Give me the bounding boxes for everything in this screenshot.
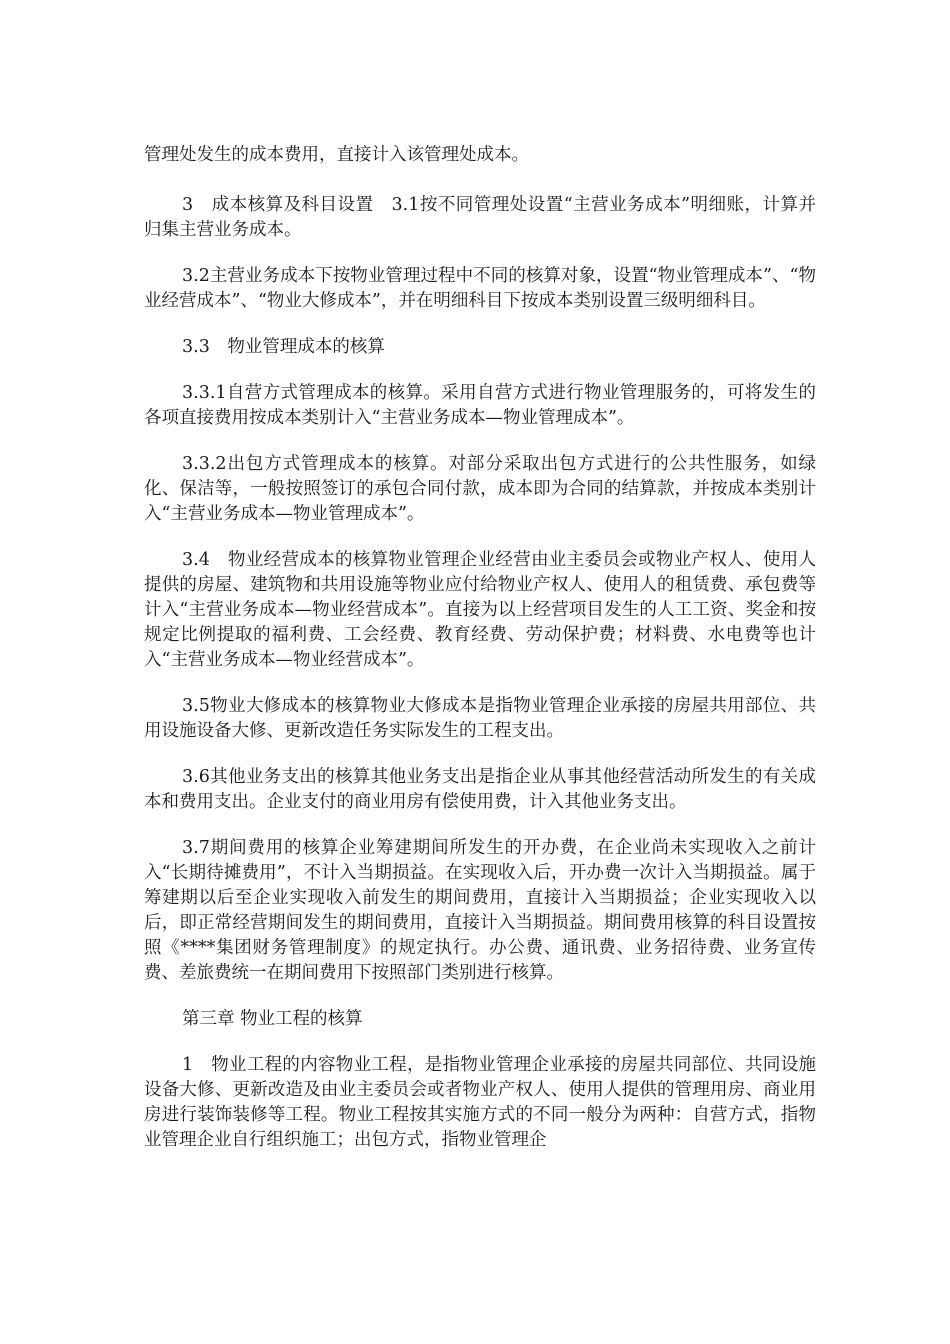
paragraph-3-2: 3.2主营业务成本下按物业管理过程中不同的核算对象，设置“物业管理成本”、“物业经营成本”、“物业大修成本”，并在明细科目下按成本类别设置三级明细科目。 [144, 266, 816, 311]
paragraph-3-3-2: 3.3.2出包方式管理成本的核算。对部分采取出包方式进行的公共性服务，如绿化、保洁等，一般按照签订的承包合同付款，成本即为合同的结算款，并按成本类别计入“主营业务成本—物业管理成本”。 [144, 454, 816, 524]
paragraph-3-3-heading: 3.3 物业管理成本的核算 [182, 337, 385, 357]
paragraph-chapter-3-item-1: 1 物业工程的内容物业工程，是指物业管理企业承接的房屋共同部位、共同设施设备大修、更新改造及由业主委员会或者物业产权人、使用人提供的管理用房、商业用房进行装饰装修等工程。物业工程按其实施方式的不同一般分为两种：自营方式，指物业管理企业自行组织施工；出包方式，指物业管理企 [144, 1055, 816, 1150]
paragraph-3-6: 3.6其他业务支出的核算其他业务支出是指企业从事其他经营活动所发生的有关成本和费用支出。企业支付的商业用房有偿使用费，计入其他业务支出。 [144, 767, 816, 812]
paragraph-3-7: 3.7期间费用的核算企业筹建期间所发生的开办费，在企业尚未实现收入之前计入“长期待摊费用”，不计入当期损益。在实现收入后，开办费一次计入当期损益。属于筹建期以后至企业实现收入前发生的期间费用，直接计入当期损益；企业实现收入以后，即正常经营期间发生的期间费用，直接计入当期损益。期间费用核算的科目设置按照《****集团财务管理制度》的规定执行。办公费、通讯费、业务招待费、业务宣传费、差旅费统一在期间费用下按照部门类别进行核算。 [144, 838, 816, 983]
paragraph-3-cost-accounting: 3 成本核算及科目设置 3.1按不同管理处设置“主营业务成本”明细账，计算并归集主营业务成本。 [144, 195, 816, 240]
document-body [144, 143, 816, 1174]
chapter-3-heading: 第三章 物业工程的核算 [182, 1009, 363, 1029]
paragraph-continuation: 管理处发生的成本费用，直接计入该管理处成本。 [144, 145, 529, 165]
paragraph-3-4: 3.4 物业经营成本的核算物业管理企业经营由业主委员会或物业产权人、使用人提供的房屋、建筑物和共用设施等物业应付给物业产权人、使用人的租赁费、承包费等计入“主营业务成本—物业经营成本”。直接为以上经营项目发生的人工工资、奖金和按规定比例提取的福利费、工会经费、教育经费、劳动保护费；材料费、水电费等也计入“主营业务成本—物业经营成本”。 [144, 550, 816, 670]
paragraph-3-5: 3.5物业大修成本的核算物业大修成本是指物业管理企业承接的房屋共用部位、共用设施设备大修、更新改造任务实际发生的工程支出。 [144, 696, 816, 741]
paragraph-3-3-1: 3.3.1自营方式管理成本的核算。采用自营方式进行物业管理服务的，可将发生的各项直接费用按成本类别计入“主营业务成本—物业管理成本”。 [144, 383, 816, 428]
